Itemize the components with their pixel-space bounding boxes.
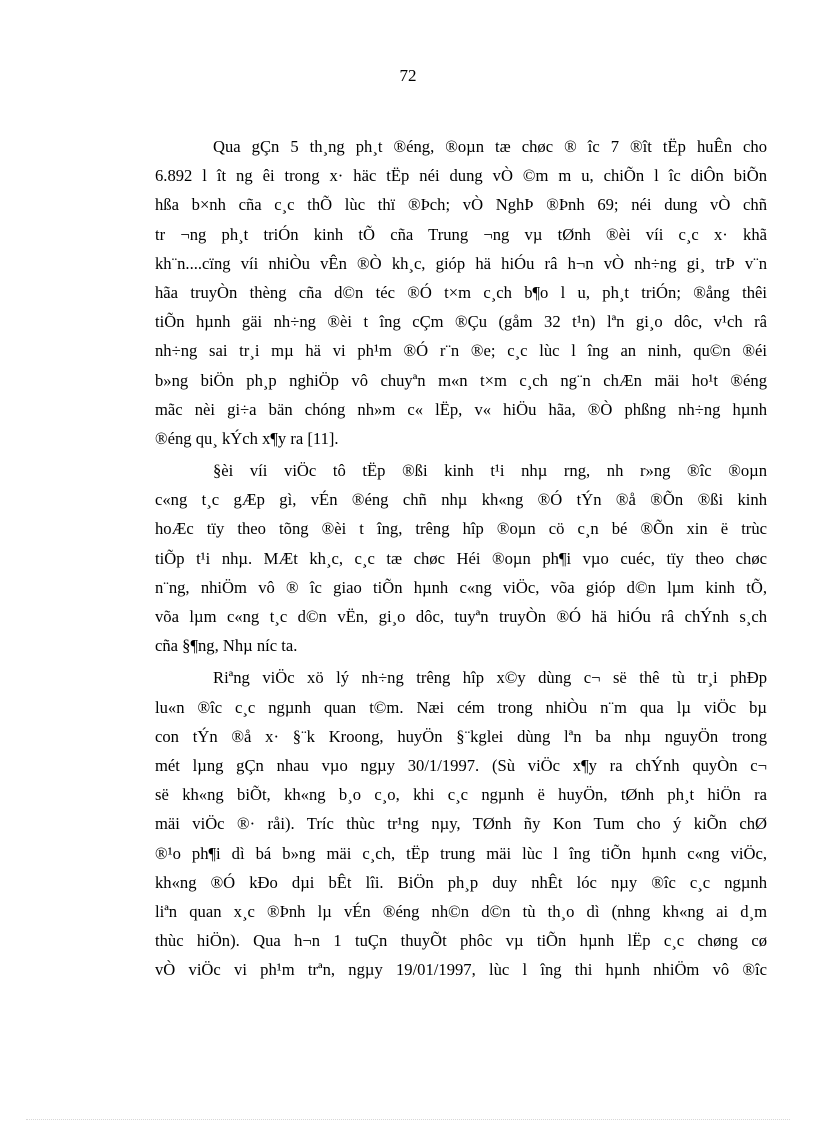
text-line: vÒ viÖc vi ph¹m trªn, ngµy 19/01/1997, lùc l îng thi hµnh nhiÖm vô ®îc [155,960,767,980]
text-line: Riªng viÖc xö lý nh÷ng trêng hîp x©y dùng c¬ së thê tù tr¸i phÐp [213,668,767,688]
text-line: nh÷ng sai tr¸i mµ hä vi ph¹m ®Ó r¨n ®e; c¸c lùc l îng an ninh, qu©n ®éi [155,341,767,361]
text-line: hßa b×nh cña c¸c thÕ lùc thï ®Þch; vÒ NghÞ ®Þnh 69; néi dung vÒ chñ [155,195,767,215]
text-line: mäi viÖc ®· råi). Tríc thùc tr¹ng nµy, TØnh ñy Kon Tum cho ý kiÕn chØ [155,814,767,834]
text-line: 6.892 l ît ng êi trong x· häc tËp néi dung vÒ ©m m u, chiÕn l îc diÔn biÕn [155,166,767,186]
text-line: tr ¬ng ph¸t triÓn kinh tÕ cña Trung ¬ng vµ tØnh ®èi víi c¸c x· khã [155,224,767,244]
text-line: së kh«ng biÕt, kh«ng b¸o c¸o, khi c¸c ngµnh ë huyÖn, tØnh ph¸t hiÖn ra [155,785,767,805]
text-line: Qua gÇn 5 th¸ng ph¸t ®éng, ®oµn tæ chøc ® îc 7 ®ît tËp huÊn cho [213,137,767,156]
text-line: liªn quan x¸c ®Þnh lµ vÉn ®éng nh©n d©n tù th¸o dì (nhng kh«ng ai d¸m [155,901,767,921]
text-line: n¨ng, nhiÖm vô ® îc giao tiÕn hµnh c«ng viÖc, võa gióp d©n lµm kinh tÕ, [155,577,767,597]
text-line: §èi víi viÖc tô tËp ®ßi kinh t¹i nhµ rng, nh r»ng ®îc ®oµn [213,461,767,481]
text-line: mãc nèi gi÷a bän chóng nh»m c« lËp, v« hiÖu hãa, ®Ò phßng nh÷ng hµnh [155,399,767,419]
text-line: cña §¶ng, Nhµ níc ta. [155,636,298,656]
text-line: kh«ng ®Ó kÐo dµi bÊt lîi. BiÖn ph¸p duy nhÊt lóc nµy ®îc c¸c ngµnh [155,872,767,892]
text-line: c«ng t¸c gÆp gì, vÉn ®éng chñ nhµ kh«ng ®Ó tÝn ®å ®Õn ®ßi kinh [155,490,767,510]
text-line: hãa truyÒn thèng cña d©n téc ®Ó t×m c¸ch b¶o l u, ph¸t triÓn; ®ång thêi [155,282,767,302]
body-text [155,132,767,984]
text-line: lu«n ®îc c¸c ngµnh quan t©m. Næi cém trong nhiÒu n¨m qua lµ viÖc bµ [155,697,767,717]
text-line: thùc hiÖn). Qua h¬n 1 tuÇn thuyÕt phôc vµ tiÕn hµnh lËp c¸c chøng cø [155,931,767,951]
text-line: tiÕp t¹i nhµ. MÆt kh¸c, c¸c tæ chøc Héi ®oµn ph¶i vµo cuéc, tïy theo chøc [155,548,767,568]
text-line: mét lµng gÇn nhau vµo ngµy 30/1/1997. (Sù viÖc x¶y ra chÝnh quyÒn c¬ [155,755,767,775]
paragraph-1 [155,132,767,453]
text-line: kh¨n....cïng víi nhiÒu vÊn ®Ò kh¸c, gióp hä hiÓu râ h¬n vÒ nh÷ng gi¸ trÞ v¨n [155,253,767,273]
text-line: ®¹o ph¶i dì bá b»ng mäi c¸ch, tËp trung mäi lùc l îng tiÕn hµnh c«ng viÖc, [155,843,767,863]
page-number: 72 [399,66,417,85]
text-line: hoÆc tïy theo tõng ®èi t îng, trêng hîp ®oµn cö c¸n bé ®Õn xin ë trùc [155,519,767,539]
text-line: võa lµm c«ng t¸c d©n vËn, gi¸o dôc, tuyªn truyÒn ®Ó hä hiÓu râ chÝnh s¸ch [155,607,767,626]
footer-rule [26,1119,790,1120]
text-line: con tÝn ®å x· §¨k Kroong, huyÖn §¨kglei dùng lªn ba nhµ nguyÖn trong [155,726,767,746]
paragraph-2 [155,456,767,660]
text-line: b»ng biÖn ph¸p nghiÖp vô chuyªn m«n t×m c¸ch ng¨n chÆn mäi ho¹t ®éng [155,370,767,390]
text-line: tiÕn hµnh gäi nh÷ng ®èi t îng cÇm ®Çu (gåm 32 t¹n) lªn gi¸o dôc, v¹ch râ [155,312,767,332]
paragraph-3 [155,663,767,984]
text-line: ®éng qu¸ kÝch x¶y ra [11]. [155,428,339,448]
